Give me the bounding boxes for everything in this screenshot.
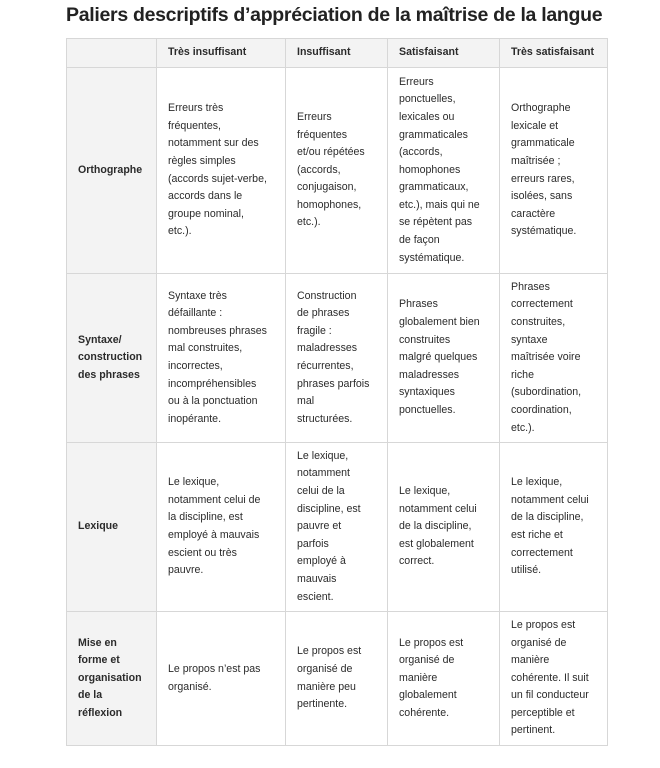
- table-cell: [500, 68, 608, 274]
- table-header-row: [67, 39, 608, 68]
- table-cell: [286, 274, 388, 443]
- column-header-satisfaisant: Satisfaisant: [388, 39, 500, 68]
- row-label-text: Lexique: [78, 520, 119, 533]
- cell-text: Le lexique, notamment celui de la discipline, est globalement correct.: [399, 485, 477, 568]
- cell-text: Le propos est organisé de manière peu pertinente.: [297, 645, 362, 711]
- table-row-lexique: [67, 443, 608, 612]
- table-cell: [157, 274, 286, 443]
- cell-text: Le lexique, notamment celui de la discipline, est riche et correctement utilisé.: [511, 476, 589, 577]
- table-cell: [157, 443, 286, 612]
- table-cell: [157, 68, 286, 274]
- table-cell: [388, 443, 500, 612]
- table-cell: [388, 274, 500, 443]
- column-header-insuffisant: Insuffisant: [286, 39, 388, 68]
- cell-text: Erreurs ponctuelles, lexicales ou grammaticales (accords, homophones grammaticaux, etc.), mais qui ne se répètent pas de façon systématique.: [399, 75, 480, 264]
- cell-text: Phrases correctement construites, syntaxe maîtrisée voire riche (subordination, coordination, etc.).: [511, 280, 582, 434]
- cell-text: Le propos est organisé de manière cohérente. Il suit un fil conducteur perceptible et pertinent.: [511, 618, 589, 737]
- cell-text: Le propos n’est pas organisé.: [168, 662, 261, 693]
- cell-text: Syntaxe très défaillante : nombreuses phrases mal construites, incorrectes, incompréhensibles ou à la ponctuation inopérante.: [168, 289, 267, 425]
- column-header-tres-insuffisant: Très insuffisant: [157, 39, 286, 68]
- table-cell: [388, 68, 500, 274]
- cell-text: Le lexique, notamment celui de la discipline, est pauvre et parfois employé à mauvais escient.: [297, 449, 361, 603]
- cell-text: Erreurs fréquentes et/ou répétées (accords, conjugaison, homophones, etc.).: [297, 110, 365, 229]
- appreciation-table: [66, 38, 608, 746]
- cell-text: Le propos est organisé de manière globalement cohérente.: [399, 636, 464, 719]
- page-title: Paliers descriptifs d’appréciation de la maîtrise de la langue: [66, 4, 603, 26]
- table-row-orthographe: [67, 68, 608, 274]
- table-cell: [286, 68, 388, 274]
- cell-text: Erreurs très fréquentes, notamment sur des règles simples (accords sujet-verbe, accords dans le groupe nominal, etc.).: [168, 102, 267, 238]
- table-cell: [388, 612, 500, 746]
- table-cell: [500, 443, 608, 612]
- row-label-text: Mise en forme et organisation de la réflexion: [78, 636, 142, 719]
- row-label: [67, 274, 157, 443]
- table-cell: [500, 274, 608, 443]
- cell-text: Construction de phrases fragile : maladresses récurrentes, phrases parfois mal structurées.: [297, 289, 370, 425]
- row-label-text: Orthographe: [78, 163, 143, 176]
- cell-text: Orthographe lexicale et grammaticale maîtrisée ; erreurs rares, isolées, sans caractère systématique.: [511, 102, 577, 238]
- header-corner: [67, 39, 157, 68]
- row-label-text: Syntaxe/ construction des phrases: [78, 333, 143, 381]
- table-cell: [286, 443, 388, 612]
- row-label: [67, 68, 157, 274]
- table-cell: [286, 612, 388, 746]
- table-cell: [157, 612, 286, 746]
- table-cell: [500, 612, 608, 746]
- column-header-tres-satisfaisant: Très satisfaisant: [500, 39, 608, 68]
- table-row-syntaxe: [67, 274, 608, 443]
- row-label: [67, 443, 157, 612]
- cell-text: Phrases globalement bien construites malgré quelques maladresses syntaxiques ponctuelles.: [399, 298, 480, 416]
- cell-text: Le lexique, notamment celui de la discipline, est employé à mauvais escient ou très pauvre.: [168, 476, 261, 577]
- table-row-mise-en-forme: [67, 612, 608, 746]
- row-label: [67, 612, 157, 746]
